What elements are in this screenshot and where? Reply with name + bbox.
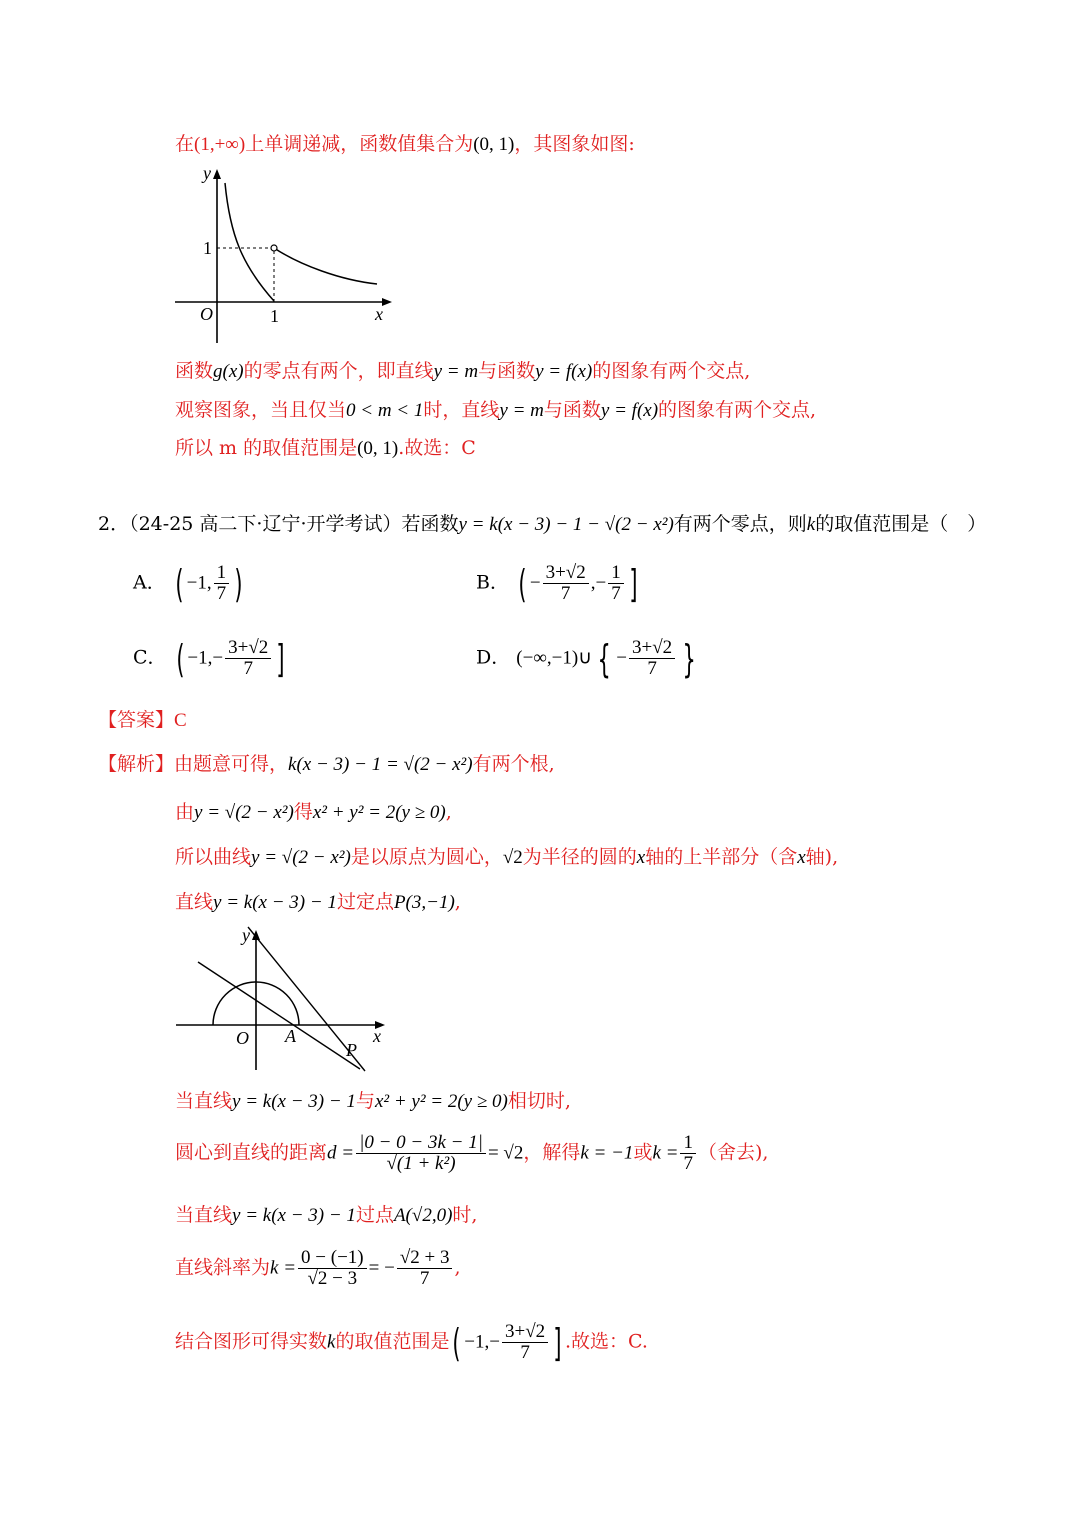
prev-solution-line-3: [175, 398, 816, 423]
bracket-close: ]: [276, 636, 285, 681]
origin-label: O: [200, 304, 213, 324]
prev-solution-line-1: [175, 132, 635, 157]
function-graph-1: [170, 165, 400, 350]
math: k = −1: [580, 1142, 634, 1164]
math: y = f(x): [535, 361, 593, 382]
denominator: 7: [520, 1342, 530, 1363]
option-label: C．: [133, 646, 167, 669]
math: x² + y² = 2(y ≥ 0): [374, 1091, 508, 1112]
text: 时,: [452, 1204, 478, 1226]
math: y = m: [499, 400, 544, 421]
option-label: A．: [133, 571, 166, 594]
option-label: B．: [476, 571, 509, 594]
prev-solution-line-4: [175, 436, 476, 461]
math: y = √(2 − x²): [194, 802, 294, 823]
math: k =: [652, 1142, 679, 1164]
math: k: [327, 1331, 336, 1353]
text: 轴的上半部分（含: [645, 846, 798, 868]
text: 轴),: [805, 846, 839, 868]
option-value: −1,: [186, 572, 212, 594]
brace-close: }: [682, 636, 696, 681]
text: 时，直线: [423, 399, 500, 421]
math: y = √(2 − x²): [251, 847, 351, 868]
math: y = k(x − 3) − 1: [232, 1091, 356, 1112]
numerator: 3+√2: [502, 1322, 548, 1343]
range: (0, 1): [473, 134, 515, 155]
numerator: 0 − (−1): [298, 1248, 367, 1269]
text: 所以曲线: [175, 846, 252, 868]
text: 圆心到直线的距离: [175, 1141, 328, 1164]
denominator: 7: [243, 658, 253, 679]
math: g(x): [213, 361, 244, 382]
paren-open: (: [175, 636, 185, 681]
numerator: 1: [608, 563, 624, 584]
paren-open: (: [452, 1320, 461, 1365]
text: 的取值范围是（ ）: [815, 513, 987, 535]
y-tick-label: 1: [203, 238, 212, 258]
text: 有两个根,: [472, 753, 555, 775]
numerator: √2 + 3: [397, 1248, 453, 1269]
curve-left: [225, 183, 274, 301]
y-axis-label: y: [242, 925, 250, 945]
analysis-line-7: [175, 1203, 477, 1228]
answer-line: [98, 708, 187, 733]
numerator: 1: [214, 563, 230, 584]
math: k: [806, 514, 816, 535]
text: 当直线: [175, 1090, 233, 1112]
paren-open: (: [175, 561, 184, 606]
numerator: |0 − 0 − 3k − 1|: [356, 1133, 486, 1154]
math: k(x − 3) − 1 = √(2 − x²): [288, 754, 473, 775]
analysis-line-4: [175, 890, 461, 915]
text: 得: [293, 801, 313, 823]
math: y = k(x − 3) − 1: [213, 892, 337, 913]
minus-sign: −: [616, 647, 627, 669]
numerator: 3+√2: [629, 638, 675, 659]
math: x: [797, 847, 806, 868]
x-axis-label: x: [373, 1026, 381, 1046]
text: 上单调递减，函数值集合为: [245, 133, 474, 155]
text: 所以 m 的取值范围是: [175, 437, 358, 459]
text: 当直线: [175, 1204, 233, 1226]
text: 有两个零点，则: [673, 513, 807, 535]
prev-solution-line-2: [175, 359, 750, 384]
x-axis-label: x: [375, 304, 383, 324]
text: .故选：C: [398, 437, 476, 459]
denominator: 7: [216, 583, 227, 604]
numerator: 3+√2: [543, 563, 589, 584]
option-d[interactable]: [476, 638, 701, 679]
math: 0 < m < 1: [346, 400, 424, 421]
text: ，解得: [523, 1141, 581, 1164]
circle-line-graph: [170, 922, 400, 1077]
math: −1,−: [464, 1331, 500, 1353]
option-a[interactable]: [133, 563, 246, 604]
answer-value: C: [174, 710, 187, 731]
denominator: 7: [419, 1268, 430, 1289]
analysis-line-5: [175, 1089, 571, 1114]
brace-open: {: [597, 636, 611, 681]
origin-label: O: [236, 1028, 249, 1048]
text: 函数: [175, 360, 214, 382]
math: y = m: [433, 361, 479, 382]
analysis-line-3: [175, 845, 838, 870]
numerator: 3+√2: [225, 638, 271, 659]
text: 与函数: [478, 360, 536, 382]
minus-sign: −: [529, 572, 541, 594]
denominator: 7: [683, 1153, 693, 1174]
text: （舍去),: [697, 1141, 769, 1164]
text: 的零点有两个，即直线: [243, 360, 434, 382]
question-number: 2．: [98, 513, 130, 535]
y-axis-arrow: [252, 930, 260, 940]
text: 的图象有两个交点,: [658, 399, 817, 421]
denominator: √2 − 3: [307, 1268, 358, 1289]
analysis-label: 【解析】: [98, 753, 175, 775]
option-value: (−∞,−1)∪: [516, 647, 593, 669]
text: 结合图形可得实数: [175, 1330, 328, 1353]
option-b[interactable]: [476, 563, 641, 604]
text: ,: [454, 891, 461, 913]
text: 观察图象，当且仅当: [175, 399, 347, 421]
question-source: （24-25 高二下·辽宁·开学考试）若函数: [129, 513, 459, 535]
text: 相切时,: [507, 1090, 571, 1112]
range: (0, 1): [357, 438, 399, 459]
math: P(3,−1): [393, 892, 455, 913]
denominator: 7: [611, 583, 621, 604]
text: .故选：C.: [564, 1330, 648, 1353]
numerator: 1: [680, 1133, 696, 1154]
text: 过定点: [336, 891, 394, 913]
curve-right: [274, 248, 377, 284]
analysis-line-9: [175, 1322, 648, 1363]
text: ,: [454, 1256, 461, 1279]
text: 与函数: [543, 399, 601, 421]
text: 或: [633, 1141, 653, 1164]
text: 为半径的圆的: [522, 846, 637, 868]
paren-open: (: [518, 561, 527, 606]
text: 直线: [175, 891, 214, 913]
math: x² + y² = 2(y ≥ 0): [312, 802, 446, 823]
text: 由: [175, 801, 195, 823]
interval: (1,+∞): [194, 134, 246, 155]
point-p-label: P: [346, 1040, 357, 1060]
x-axis-arrow: [382, 298, 392, 306]
text: 在: [175, 133, 195, 155]
separator: ,−: [590, 572, 607, 594]
denominator: 7: [647, 658, 657, 679]
text: ，其图象如图:: [514, 133, 635, 155]
math: d =: [327, 1142, 355, 1164]
option-value: −1,−: [187, 647, 224, 669]
open-point: [271, 245, 277, 251]
bracket-close: ]: [553, 1320, 562, 1365]
text: 与: [355, 1090, 375, 1112]
text: ,: [445, 801, 452, 823]
math: = √2: [487, 1142, 524, 1164]
analysis-line-1: [98, 752, 555, 777]
bracket-close: ]: [629, 561, 638, 606]
text: 是以原点为圆心，: [350, 846, 503, 868]
x-tick-label: 1: [270, 306, 279, 326]
math: x: [636, 847, 646, 868]
question-2-stem: [98, 512, 986, 537]
y-axis-label: y: [203, 165, 211, 183]
question-function: y = k(x − 3) − 1 − √(2 − x²): [458, 514, 674, 535]
text: 直线斜率为: [175, 1256, 271, 1279]
math: y = k(x − 3) − 1: [232, 1205, 356, 1226]
answer-label: 【答案】: [98, 709, 175, 731]
text: 的取值范围是: [335, 1330, 450, 1353]
tangent-line: [198, 962, 360, 1069]
math: k =: [270, 1257, 297, 1279]
analysis-line-2: [175, 800, 452, 825]
text: 过点: [355, 1204, 394, 1226]
math: A(√2,0): [393, 1205, 453, 1226]
option-c[interactable]: [133, 638, 288, 679]
analysis-line-8: [175, 1248, 461, 1289]
math: = −: [368, 1257, 395, 1279]
text: 的图象有两个交点,: [592, 360, 751, 382]
denominator: 7: [560, 583, 571, 604]
denominator: √(1 + k²): [386, 1153, 456, 1174]
math: y = f(x): [600, 400, 659, 421]
point-a-label: A: [285, 1026, 296, 1046]
math: √2: [502, 847, 523, 868]
paren-close: ): [234, 561, 243, 606]
y-axis-arrow: [213, 169, 221, 179]
option-label: D．: [476, 646, 511, 669]
analysis-line-6: [175, 1133, 768, 1174]
text: 由题意可得，: [174, 753, 289, 775]
